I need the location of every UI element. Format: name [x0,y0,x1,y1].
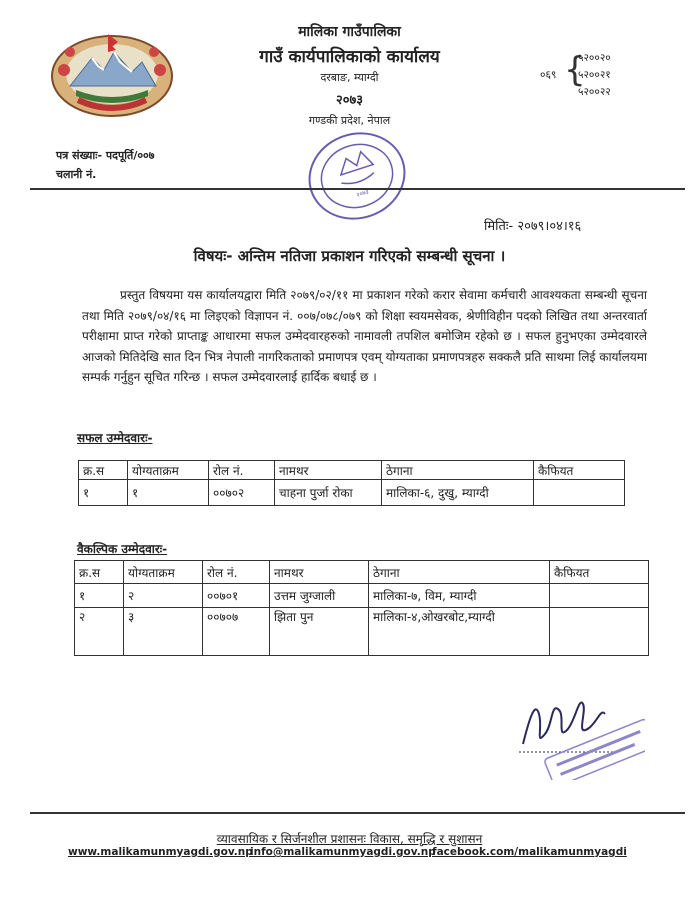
table-cell: १ [75,584,124,608]
column-header: नामथर [275,461,382,480]
phone-area-code: ०६९ [540,69,557,81]
office-address: दरबाङ, म्याग्दी [320,71,379,84]
notice-body [82,285,647,388]
footer-divider [30,812,685,814]
table-row [75,584,649,608]
footer-slogan: व्यावसायिक र सिर्जनशील प्रशासनः विकास, समृद्धि र सुशासन [216,832,483,846]
table-cell: झिता पुन [270,608,369,656]
facebook-link[interactable]: facebook.com/malikamunmyagdi [432,846,627,858]
phone-number: ५२००२० [578,52,611,64]
email-link[interactable]: info@malikamunmyagdi.gov.np [250,846,436,858]
reference-number: पत्र संख्याः- पदपूर्ति/००७ [56,149,155,162]
table-cell [550,584,649,608]
column-header: योग्यताक्रम [128,461,209,480]
office-name: गाउँ कार्यपालिकाको कार्यालय [259,47,440,67]
table-cell: उत्तम जुग्जाली [270,584,369,608]
column-header: नामथर [270,561,369,584]
table-header-row [79,461,625,480]
officer-signature [505,680,645,780]
notice-body-text: प्रस्तुत विषयमा यस कार्यालयद्वारा मिति २०७९/०२/११ मा प्रकाशन गरेको करार सेवामा कर्मचारी आवश्यकता सम्बन्धी सूचना तथा मिति २०७९/०४/१६ मा लिइएको विज्ञापन नं. ००७/०७८/०७९ को शिक्षा स्वयमसेवक, श्रेणीविहीन पदको लिखित तथा अन्तरवार्ता परीक्षामा प्राप्त गरेको प्राप्ताङ्क आधारमा सफल उम्मेदवारहरुको नामावली तपशिल बमोजिम रहेको छ । सफल हुनुभएका उम्मेदवारले आजको मितिदेखि सात दिन भित्र नेपाली नागरिकताको प्रमाणपत्र एवम् योग्यताका प्रमाणपत्रहरु सक्कलै प्रति साथमा लिई कार्यालयमा सम्पर्क गर्नुहुन सूचित गरिन्छ । सफल उम्मेदवारलाई हार्दिक बधाई छ । [82,288,647,385]
table-cell: २ [75,608,124,656]
table-cell: मालिका-६, दुखु, म्याग्दी [382,480,534,506]
successful-candidates-table [78,460,625,506]
table-cell [550,608,649,656]
table-row [79,480,625,506]
province-name: गण्डकी प्रदेश, नेपाल [308,114,391,127]
table-cell: ३ [124,608,203,656]
municipality-name: मालिका गाउँपालिका [298,24,401,40]
column-header: कैफियत [534,461,625,480]
table-cell: १ [79,480,128,506]
established-year: २०७३ [335,93,364,108]
website-link[interactable]: www.malikamunmyagdi.gov.np [68,846,253,858]
column-header: क्र.स [75,561,124,584]
column-header: ठेगाना [369,561,550,584]
letter-date: मितिः- २०७९।०४।१६ [484,219,582,234]
notice-subject: विषयः- अन्तिम नतिजा प्रकाशन गरिएको सम्बन्धी सूचना । [193,247,506,265]
table-cell: मालिका-७, विम, म्याग्दी [369,584,550,608]
table-cell: ००७०२ [209,480,275,506]
table-cell: २ [124,584,203,608]
table-cell: ००७०७ [203,608,270,656]
column-header: ठेगाना [382,461,534,480]
table-cell: ००७०१ [203,584,270,608]
table-cell: चाहना पुर्जा रोका [275,480,382,506]
table-header-row [75,561,649,584]
table-cell: मालिका-४,ओखरबोट,म्याग्दी [369,608,550,656]
column-header: कैफियत [550,561,649,584]
column-header: क्र.स [79,461,128,480]
column-header: रोल नं. [209,461,275,480]
office-stamp [302,126,412,226]
svg-text:२०७३: २०७३ [355,188,370,199]
table-cell: १ [128,480,209,506]
column-header: योग्यताक्रम [124,561,203,584]
alternate-candidates-heading: वैकल्पिक उम्मेदवारः- [77,542,168,556]
successful-candidates-heading: सफल उम्मेदवारः- [77,431,153,445]
brace-glyph: { [564,50,586,90]
column-header: रोल नं. [203,561,270,584]
dispatch-number: चलानी नं. [56,168,97,181]
table-row [75,608,649,656]
alternate-candidates-table [74,560,649,656]
phone-number: ५२००२२ [578,86,611,98]
phone-number: ५२००२१ [578,69,611,81]
header-divider [30,188,685,190]
table-cell [534,480,625,506]
